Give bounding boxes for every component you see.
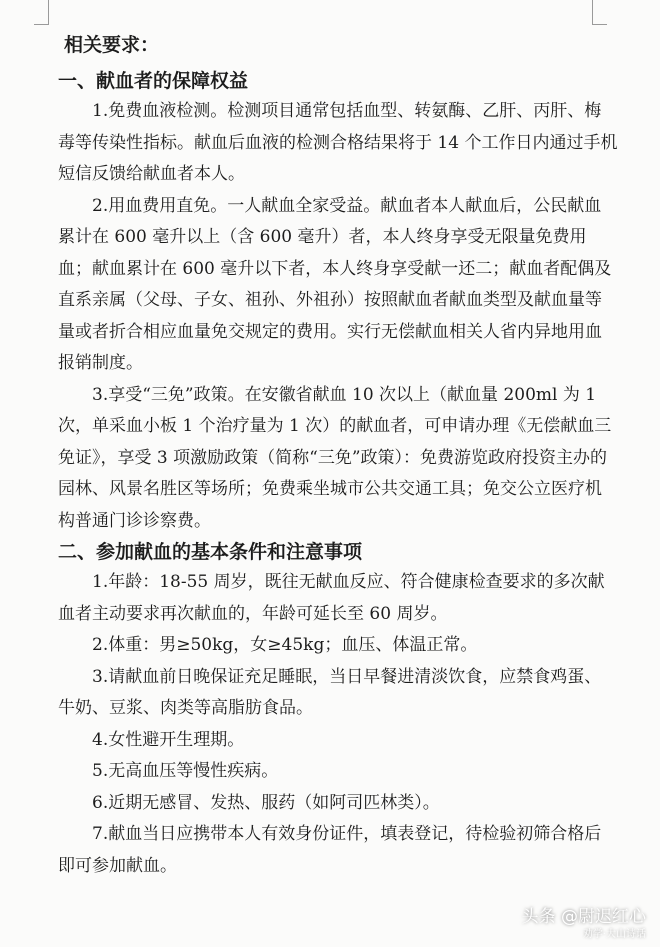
paragraph-three-free-policy: 3.享受“三免”政策。在安徽省献血 10 次以上（献血量 200ml 为 1 次，单采血小板 1 个治疗量为 1 次）的献血者，可申请办理《无偿献血三免证》，享受 3 项激励政策（简称“三免”政策）：免费游览政府投资主办的园林、风景名胜区等场所；免费乘坐城市公共交通工具；免交公立医疗机构普通门诊诊察费。 bbox=[58, 384, 612, 531]
paragraph-weight: 2.体重：男≥50kg，女≥45kg；血压、体温正常。 bbox=[92, 635, 478, 655]
paragraph-id-card: 7.献血当日应携带本人有效身份证件，填表登记，待检验初筛合格后即可参加献血。 bbox=[58, 824, 602, 876]
section-heading: 二、参加献血的基本条件和注意事项 bbox=[58, 541, 363, 563]
paragraph-free-testing: 1.免费血液检测。检测项目通常包括血型、转氨酶、乙肝、丙肝、梅毒等传染性指标。献血后血液的检测合格结果将于 14 个工作日内通过手机短信反馈给献血者本人。 bbox=[58, 101, 618, 184]
section-heading: 一、献血者的保障权益 bbox=[58, 70, 249, 92]
paragraph-recent-illness: 6.近期无感冒、发热、服药（如阿司匹林类）。 bbox=[92, 792, 440, 813]
corner-mark-left bbox=[34, 0, 49, 25]
watermark bbox=[522, 906, 646, 941]
watermark-main: 头条 @尉迟红心 bbox=[521, 907, 646, 927]
document-title: 相关要求： bbox=[64, 34, 160, 56]
corner-mark-right bbox=[592, 0, 607, 25]
paragraph-chronic-disease: 5.无高血压等慢性疾病。 bbox=[92, 761, 279, 781]
paragraph-age: 1.年龄：18-55 周岁，既往无献血反应、符合健康检查要求的多次献血者主动要求再次献血的，年龄可延长至 60 周岁。 bbox=[58, 572, 605, 624]
paragraph-blood-cost-waiver: 2.用血费用直免。一人献血全家受益。献血者本人献血后，公民献血累计在 600 毫升以上（含 600 毫升）者，本人终身享受无限量免费用血；献血累计在 600 毫升以下者，本人终身享受献一还二；献血者配偶及直系亲属（父母、子女、祖孙、外祖孙）按照献血者献血类型及献血量等量或者折合相应血量免交规定的费用。实行无偿献血相关人省内异地用血报销制度。 bbox=[58, 195, 612, 373]
paragraph-menstruation: 4.女性避开生理期。 bbox=[92, 729, 245, 750]
paragraph-sleep-diet: 3.请献血前日晚保证充足睡眠，当日早餐进清淡饮食，应禁食鸡蛋、牛奶、豆浆、肉类等高脂肪食品。 bbox=[58, 666, 602, 718]
document-body bbox=[58, 30, 618, 882]
watermark-sub: 劝学·大山诗话 bbox=[582, 929, 646, 940]
section-basic-conditions bbox=[58, 537, 618, 882]
section-guarantee-rights bbox=[58, 66, 618, 537]
